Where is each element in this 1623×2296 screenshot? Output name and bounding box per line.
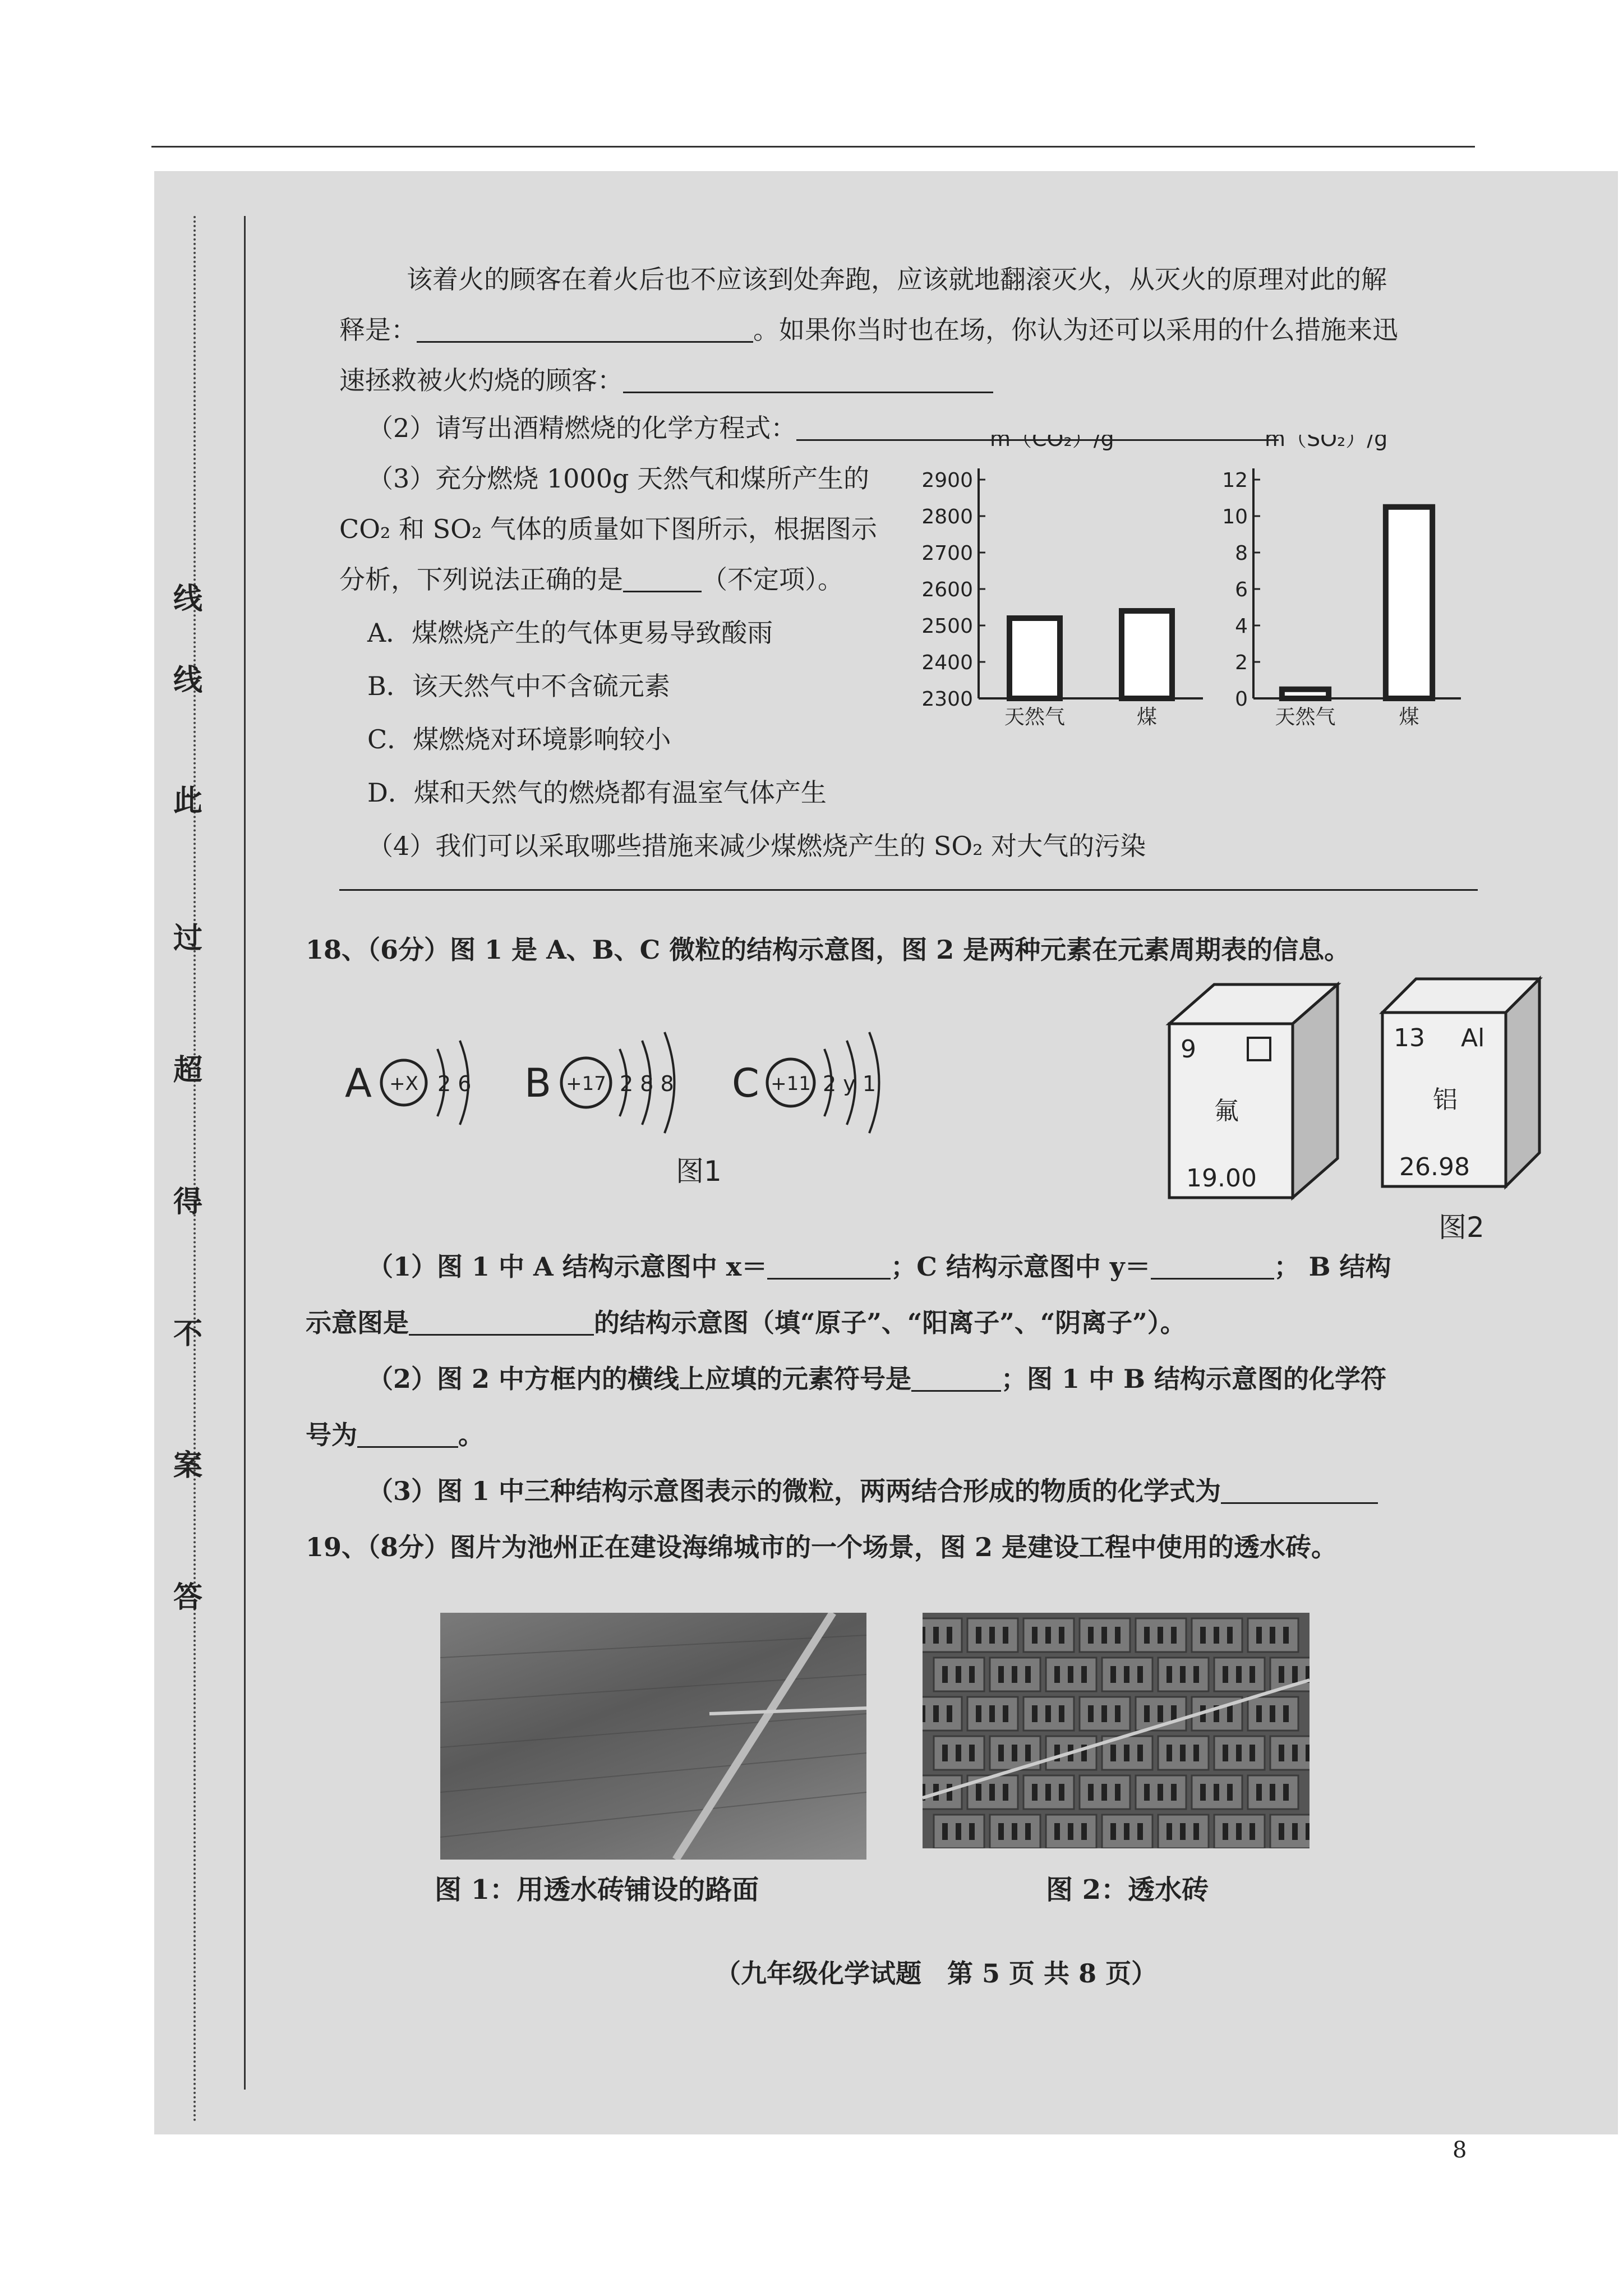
brick-hole [1158, 1784, 1163, 1801]
permeable-brick-photo [923, 1613, 1310, 1848]
brick-hole [1059, 1705, 1064, 1722]
binding-char: 案 [173, 1448, 202, 1483]
answer-blank[interactable] [417, 319, 753, 343]
binding-char: 答 [173, 1580, 202, 1614]
option-c: C．煤燃烧对环境影响较小 [367, 724, 671, 754]
page-number: 8 [1453, 2137, 1467, 2163]
chart-category-label: 天然气 [1004, 706, 1066, 729]
brick-hole [1003, 1705, 1008, 1722]
answer-blank[interactable] [1221, 1480, 1378, 1504]
q18-part3 [367, 1478, 1378, 1504]
brick-hole [1115, 1784, 1121, 1801]
q17-part3-line2: CO₂ 和 SO₂ 气体的质量如下图所示，根据图示 [339, 514, 877, 544]
figure2-caption: 图 2：透水砖 [1046, 1874, 1209, 1906]
chart-tick-label: 4 [1235, 615, 1248, 638]
chart-bar [1009, 618, 1060, 698]
q17-part4-answer-line[interactable] [339, 889, 1478, 891]
brick-hole [1045, 1705, 1051, 1722]
chart-tick-label: 8 [1235, 542, 1248, 565]
brick-hole [1101, 1784, 1107, 1801]
answer-blank[interactable] [911, 1368, 1001, 1392]
brick-hole [942, 1666, 948, 1683]
answer-blank[interactable] [1151, 1255, 1274, 1280]
brick-hole [1283, 1784, 1289, 1801]
atom-b-charge: +17 [566, 1073, 606, 1095]
brick-hole [976, 1705, 981, 1722]
brick-hole [1144, 1627, 1150, 1644]
brick-hole [1059, 1627, 1064, 1644]
option-d: D．煤和天然气的燃烧都有温室气体产生 [367, 777, 827, 808]
chart-tick-label: 2300 [921, 688, 973, 711]
q18-part3-text: （3）图 1 中三种结构示意图表示的微粒，两两结合形成的物质的化学式为 [367, 1476, 1221, 1506]
q17-line2 [339, 317, 1398, 343]
q17-part3-line3 [339, 564, 843, 595]
brick-hole [1270, 1705, 1275, 1722]
brick-hole [1180, 1745, 1186, 1761]
brick-hole [1306, 1745, 1310, 1761]
binding-char: 此 [173, 784, 202, 818]
brick-hole [942, 1745, 948, 1761]
chart-tick-label: 6 [1235, 578, 1248, 601]
q17-line1: 该着火的顾客在着火后也不应该到处奔跑，应该就地翻滚灭火，从灭火的原理对此的解 [407, 264, 1387, 295]
brick-hole [1054, 1823, 1060, 1840]
q18-part2 [367, 1366, 1386, 1392]
binding-char: 超 [173, 1053, 202, 1087]
brick-photo-texture [923, 1613, 1310, 1848]
brick-hole [1088, 1784, 1094, 1801]
answer-blank[interactable] [767, 1255, 891, 1280]
chart-tick-label: 10 [1222, 505, 1248, 528]
brick-hole [1223, 1666, 1228, 1683]
brick-hole [1003, 1627, 1008, 1644]
co2-chart-svg [900, 435, 1214, 738]
q17-line3 [339, 367, 993, 393]
road-curb [676, 1613, 833, 1860]
fluorine-number: 9 [1181, 1035, 1196, 1064]
atom-c-electrons: 2 y 1 [823, 1071, 876, 1096]
q18-part1-d: 示意图是 [306, 1308, 409, 1338]
brick-hole [998, 1666, 1004, 1683]
brick-hole [989, 1784, 995, 1801]
brick-hole [1256, 1705, 1262, 1722]
brick-hole [1236, 1823, 1242, 1840]
chart-ylabel: m（CO₂）/g [990, 435, 1114, 451]
brick-hole [1110, 1745, 1116, 1761]
atom-b-letter: B [524, 1060, 552, 1106]
q17-part3-line3-a: 分析，下列说法正确的是 [339, 564, 623, 595]
element-box-side [1506, 979, 1539, 1186]
fluorine-mass: 19.00 [1186, 1164, 1257, 1193]
aluminum-name: 铝 [1433, 1085, 1458, 1114]
exam-sheet-photo [154, 171, 1618, 2134]
brick-hole [1124, 1666, 1129, 1683]
atom-a-electrons: 2 6 [437, 1071, 472, 1096]
binding-char: 线 [173, 582, 202, 616]
q17-part2-text: （2）请写出酒精燃烧的化学方程式： [367, 413, 797, 443]
brick-hole [969, 1666, 975, 1683]
brick-hole [1256, 1627, 1262, 1644]
brick-hole [947, 1705, 952, 1722]
atom-b-electrons: 2 8 8 [620, 1071, 674, 1096]
chart-tick-label: 2600 [921, 578, 973, 601]
chart-ylabel: m（SO₂）/g [1265, 435, 1388, 451]
brick-hole [1292, 1823, 1298, 1840]
brick-hole [1115, 1627, 1121, 1644]
brick-hole [969, 1823, 975, 1840]
brick-hole [969, 1745, 975, 1761]
brick-hole [956, 1666, 961, 1683]
brick-hole [1279, 1745, 1284, 1761]
brick-hole [933, 1627, 939, 1644]
q18-part1-a: （1）图 1 中 A 结构示意图中 x＝ [367, 1251, 768, 1282]
brick-hole [1088, 1705, 1094, 1722]
brick-hole [1227, 1705, 1233, 1722]
option-a: A．煤燃烧产生的气体更易导致酸雨 [367, 618, 773, 648]
chart-bar [1122, 611, 1172, 698]
figure2-label: 图2 [1438, 1211, 1484, 1244]
aluminum-symbol: Al [1461, 1024, 1485, 1052]
brick-hole [1137, 1823, 1143, 1840]
brick-hole [1012, 1745, 1017, 1761]
brick [1270, 1815, 1310, 1848]
brick-hole [1137, 1666, 1143, 1683]
road-photo-texture [440, 1613, 866, 1860]
q19-title: 19、（8分）图片为池州正在建设海绵城市的一个场景，图 2 是建设工程中使用的透水砖。 [306, 1532, 1338, 1562]
brick-hole [1283, 1705, 1289, 1722]
brick-hole [923, 1627, 925, 1644]
brick-hole [1166, 1823, 1172, 1840]
brick-hole [933, 1705, 939, 1722]
brick-hole [1088, 1627, 1094, 1644]
brick-hole [1193, 1745, 1199, 1761]
so2-chart [1214, 435, 1472, 742]
answer-blank[interactable] [409, 1312, 594, 1336]
brick-hole [1249, 1745, 1255, 1761]
binding-text [154, 575, 222, 1616]
chart-tick-label: 2800 [921, 505, 973, 528]
brick-hole [1144, 1784, 1150, 1801]
aluminum-number: 13 [1394, 1024, 1425, 1052]
road-rail [709, 1708, 866, 1714]
brick-hole [1236, 1666, 1242, 1683]
q18-part2-a: （2）图 2 中方框内的横线上应填的元素符号是 [367, 1364, 912, 1394]
q18-part1-e: 的结构示意图（填“原子”、“阳离子”、“阴离子”）。 [594, 1308, 1186, 1338]
q17-part3-line1: （3）充分燃烧 1000g 天然气和煤所产生的 [367, 463, 870, 494]
brick-hole [1270, 1784, 1275, 1801]
permeable-road-photo [440, 1613, 866, 1860]
brick-hole [1180, 1823, 1186, 1840]
brick-hole [1137, 1745, 1143, 1761]
brick-hole [1279, 1823, 1284, 1840]
top-rule [151, 146, 1475, 148]
option-b: B．该天然气中不含硫元素 [367, 671, 670, 701]
brick-hole [1115, 1705, 1121, 1722]
brick-hole [1214, 1784, 1219, 1801]
brick-hole [1059, 1784, 1064, 1801]
brick-hole [1101, 1627, 1107, 1644]
chart-bar [1386, 507, 1432, 698]
brick-hole [1032, 1627, 1038, 1644]
brick-hole [1171, 1784, 1177, 1801]
figure1-label: 图1 [676, 1155, 722, 1186]
brick-hole [1214, 1627, 1219, 1644]
binding-char: 得 [173, 1185, 202, 1219]
q18-part2-b: ；图 1 中 B 结构示意图的化学符 [1001, 1364, 1386, 1394]
brick-hole [947, 1627, 952, 1644]
answer-blank[interactable] [623, 369, 993, 393]
chart-tick-label: 2 [1235, 651, 1248, 674]
brick-hole [1081, 1666, 1087, 1683]
q18-part1-c: ； B 结构 [1274, 1251, 1391, 1282]
brick-hole [1193, 1666, 1199, 1683]
brick-hole [976, 1784, 981, 1801]
brick-hole [1200, 1784, 1206, 1801]
binding-char: 过 [173, 921, 202, 955]
brick-hole [1200, 1627, 1206, 1644]
brick [923, 1618, 962, 1652]
brick-hole [1256, 1784, 1262, 1801]
brick-hole [1054, 1666, 1060, 1683]
brick-hole [1101, 1705, 1107, 1722]
brick-hole [942, 1823, 948, 1840]
brick [923, 1697, 962, 1731]
brick-hole [1032, 1705, 1038, 1722]
q17-line2-b: 。如果你当时也在场，你认为还可以采用的什么措施来迅 [753, 315, 1398, 345]
brick-hole [1124, 1823, 1129, 1840]
brick-hole [1068, 1666, 1073, 1683]
brick-hole [1025, 1823, 1031, 1840]
element-box-side [1293, 984, 1338, 1198]
binding-char: 线 [173, 663, 202, 697]
brick [1270, 1736, 1310, 1770]
chart-category-label: 天然气 [1275, 706, 1336, 729]
brick-hole [947, 1784, 952, 1801]
answer-blank[interactable] [623, 568, 702, 592]
brick-hole [1045, 1627, 1051, 1644]
chart-tick-label: 2400 [921, 651, 973, 674]
brick-hole [1166, 1666, 1172, 1683]
q18-title: 18、（6分）图 1 是 A、B、C 微粒的结构示意图，图 2 是两种元素在元素周期表的信息。 [306, 935, 1350, 965]
q18-part1 [367, 1251, 1391, 1282]
q18-part2-c: 号为 [306, 1420, 357, 1450]
brick-hole [1158, 1705, 1163, 1722]
brick-hole [1193, 1823, 1199, 1840]
co2-chart [900, 435, 1214, 742]
q18-part1-cont [306, 1310, 1186, 1336]
aluminum-mass: 26.98 [1399, 1153, 1470, 1181]
binding-solid-line [244, 216, 246, 2090]
brick-hole [1045, 1784, 1051, 1801]
brick-hole [1110, 1666, 1116, 1683]
brick-hole [1249, 1666, 1255, 1683]
figure1-caption: 图 1：用透水砖铺设的路面 [435, 1874, 759, 1906]
chart-tick-label: 0 [1235, 688, 1248, 711]
atom-c-letter: C [732, 1060, 759, 1106]
brick-hole [1171, 1627, 1177, 1644]
q18-part1-b: ；C 结构示意图中 y＝ [891, 1251, 1151, 1282]
brick-hole [1032, 1784, 1038, 1801]
brick-hole [998, 1745, 1004, 1761]
page-footer: （九年级化学试题 第 5 页 共 8 页） [715, 1958, 1158, 1989]
chart-tick-label: 2700 [921, 542, 973, 565]
binding-char: 不 [173, 1317, 202, 1351]
brick-hole [1249, 1823, 1255, 1840]
brick-hole [1227, 1627, 1233, 1644]
brick-hole [1270, 1627, 1275, 1644]
brick-hole [1025, 1666, 1031, 1683]
q18-part2-d: 。 [458, 1420, 484, 1450]
chart-category-label: 煤 [1136, 706, 1158, 729]
atom-structure-diagrams [339, 1001, 979, 1186]
brick-hole [1025, 1745, 1031, 1761]
brick-hole [1223, 1745, 1228, 1761]
brick-hole [976, 1627, 981, 1644]
atom-c-charge: +11 [771, 1073, 811, 1095]
chart-bar [1282, 689, 1329, 698]
brick-hole [1306, 1823, 1310, 1840]
brick-hole [1223, 1823, 1228, 1840]
so2-chart-svg [1214, 435, 1472, 738]
brick-hole [1110, 1823, 1116, 1840]
brick-hole [998, 1823, 1004, 1840]
brick-hole [1166, 1745, 1172, 1761]
q17-line3-text: 速拯救被火灼烧的顾客： [339, 365, 623, 395]
brick-hole [989, 1705, 995, 1722]
atom-a-letter: A [345, 1060, 372, 1106]
brick-hole [1012, 1666, 1017, 1683]
q18-part2-cont [306, 1422, 484, 1448]
chart-category-label: 煤 [1399, 706, 1419, 729]
brick-hole [1081, 1823, 1087, 1840]
brick-hole [989, 1627, 995, 1644]
brick-hole [1068, 1823, 1073, 1840]
chart-tick-label: 2500 [921, 615, 973, 638]
brick-hole [1012, 1823, 1017, 1840]
fluorine-name: 氟 [1214, 1097, 1239, 1125]
periodic-table-cells [1147, 968, 1596, 1248]
brick-hole [1180, 1666, 1186, 1683]
brick-hole [923, 1705, 925, 1722]
brick-hole [1279, 1666, 1284, 1683]
brick-hole [1283, 1627, 1289, 1644]
q17-part4: （4）我们可以采取哪些措施来减少煤燃烧产生的 SO₂ 对大气的污染 [367, 831, 1146, 861]
brick-hole [1227, 1784, 1233, 1801]
brick-hole [1292, 1666, 1298, 1683]
brick-hole [1003, 1784, 1008, 1801]
brick-hole [956, 1823, 961, 1840]
atom-a-charge: +X [389, 1073, 418, 1095]
brick-hole [1158, 1627, 1163, 1644]
brick-hole [1144, 1705, 1150, 1722]
brick-hole [1124, 1745, 1129, 1761]
brick-hole [956, 1745, 961, 1761]
chart-tick-label: 12 [1222, 469, 1248, 492]
q17-part3-line3-b: （不定项）。 [702, 564, 843, 595]
chart-tick-label: 2900 [921, 469, 973, 492]
q17-line2-a: 释是： [339, 315, 417, 345]
brick-hole [1292, 1745, 1298, 1761]
answer-blank[interactable] [357, 1424, 458, 1448]
brick-hole [1236, 1745, 1242, 1761]
